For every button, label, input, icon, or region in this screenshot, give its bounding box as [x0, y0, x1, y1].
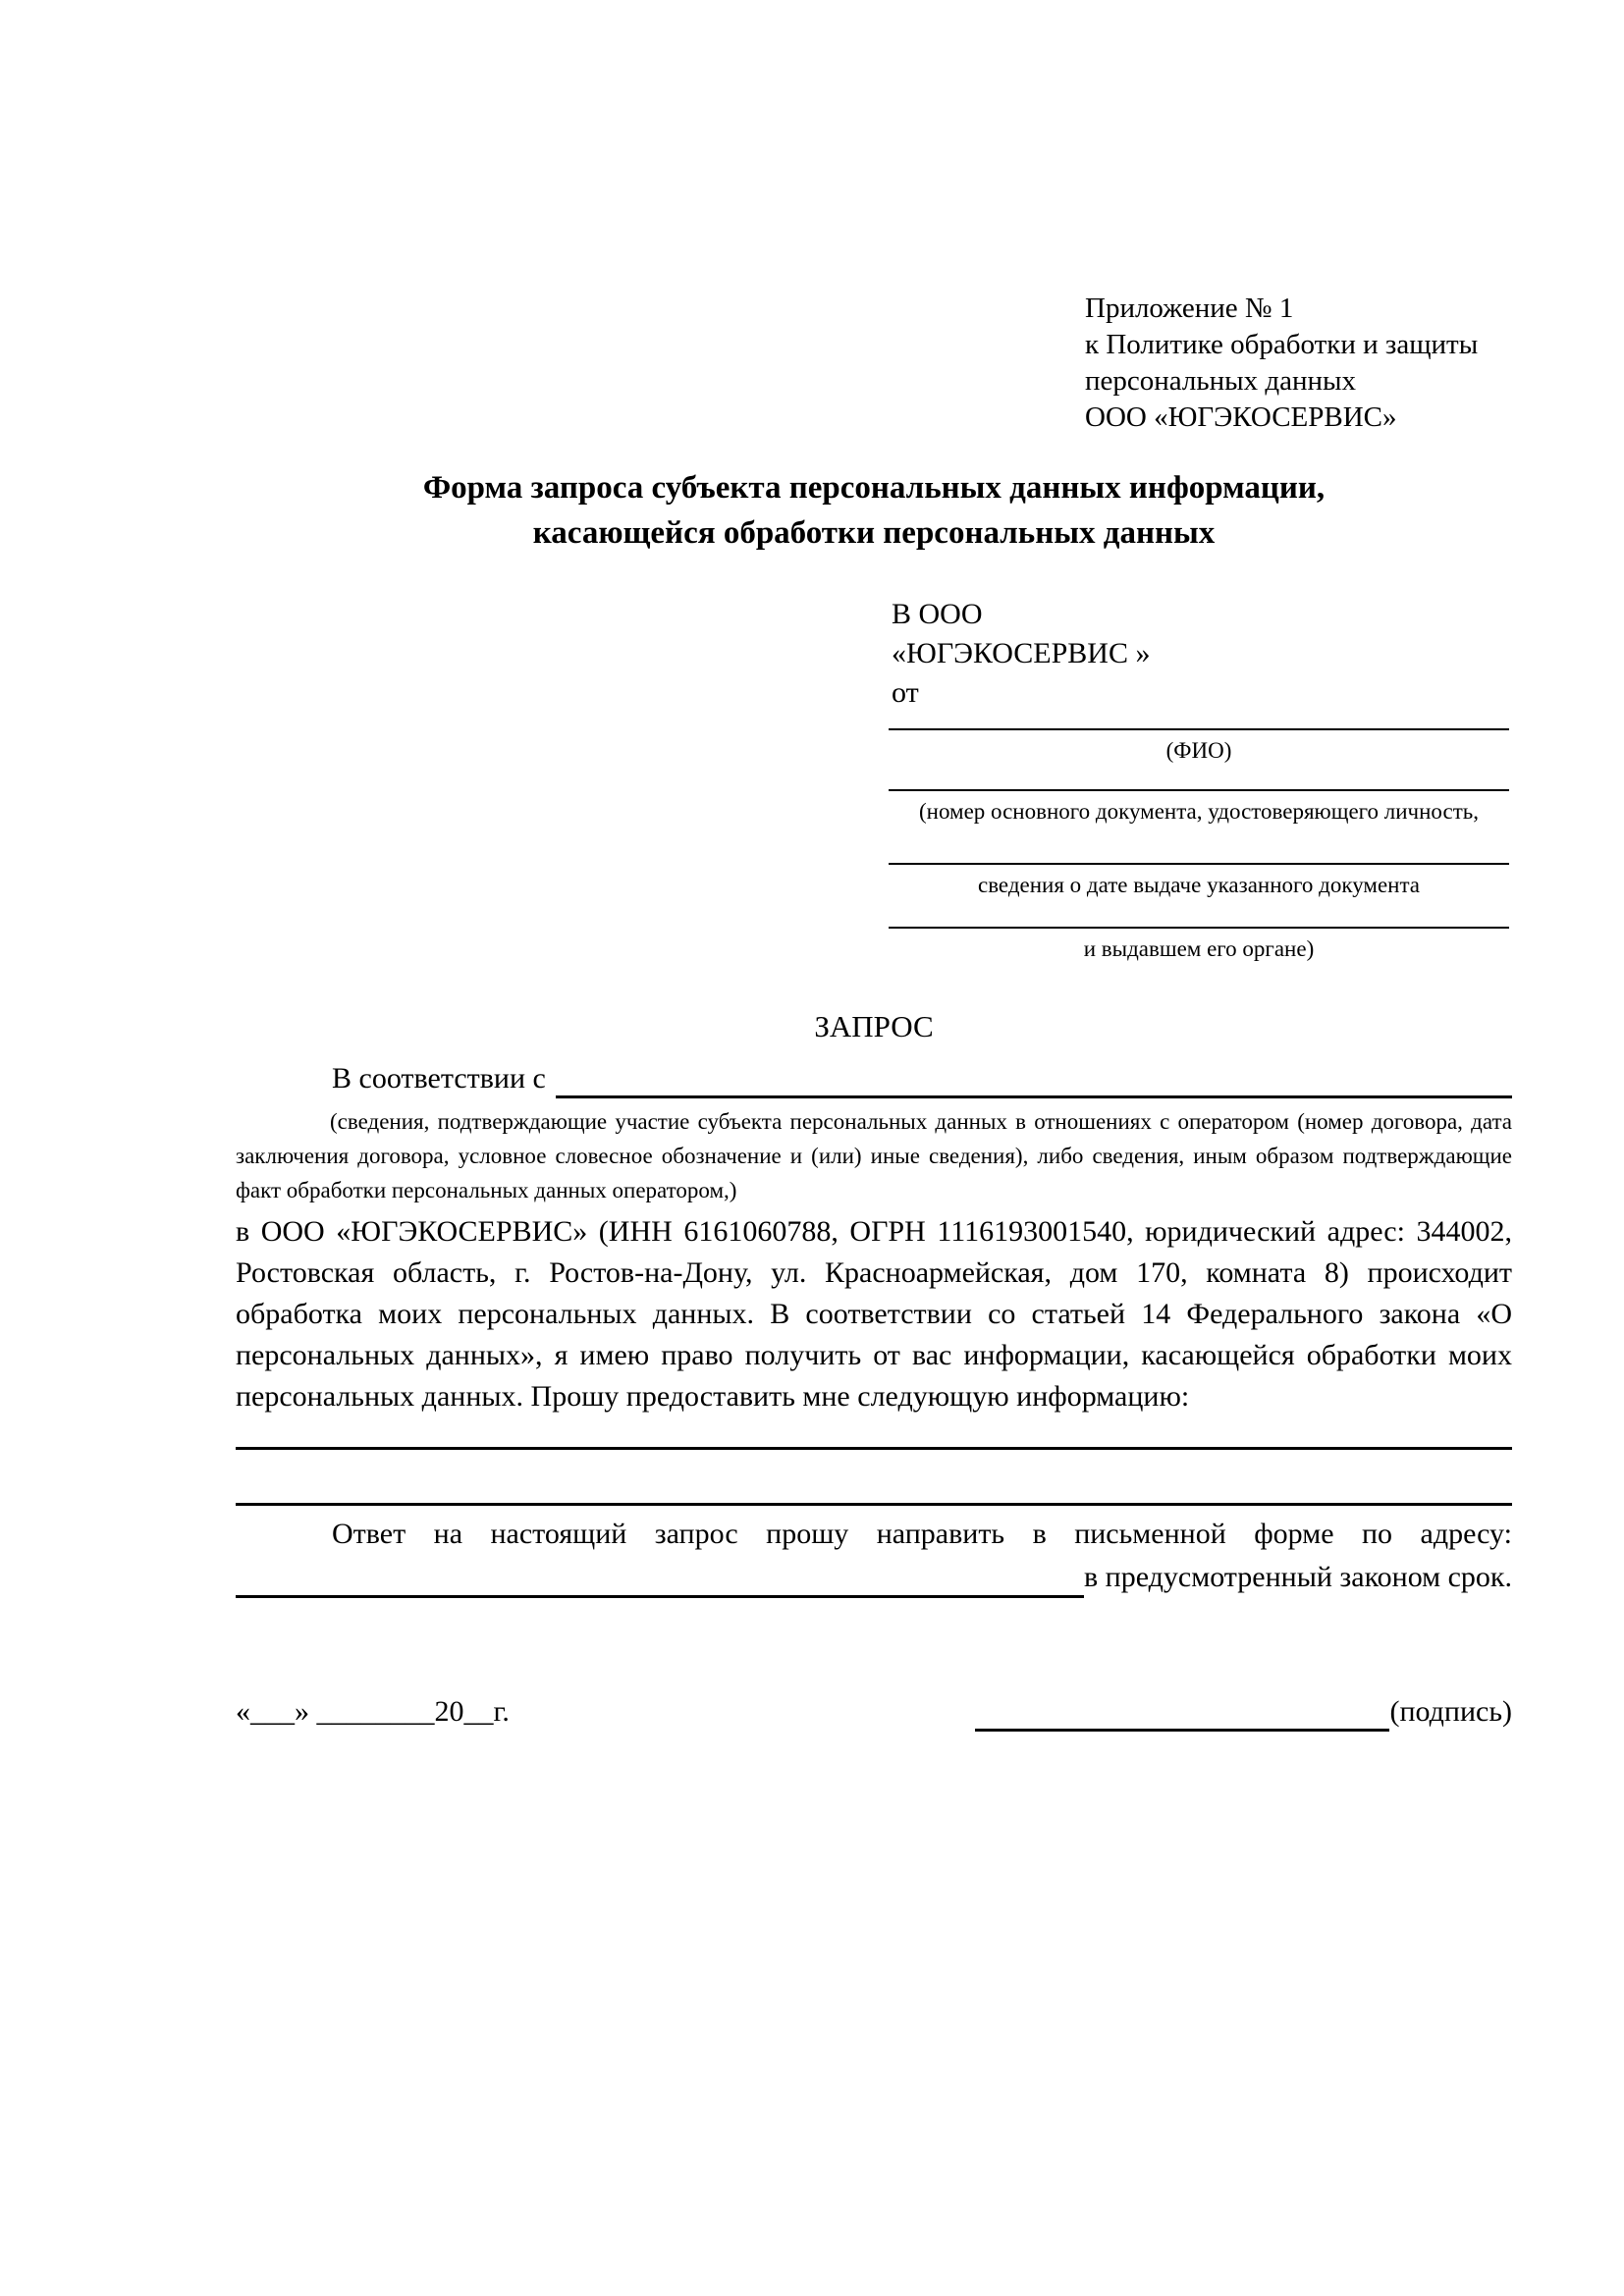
addressee-line-1: В ООО: [892, 598, 983, 630]
request-heading: ЗАПРОС: [814, 1009, 934, 1043]
addressee-from-label: от: [892, 676, 919, 709]
intro-note: (сведения, подтверждающие участие субъекта персональных данных в отношениях с оператором (номер договора, дата заключения договора, условное словесное обозначение и (или) иные сведения), либо сведения, иным образом подтверждающие факт обработки персональных данных оператором,): [236, 1109, 1512, 1202]
request-intro-row: [236, 1059, 1512, 1098]
doc-number-caption: (номер основного документа, удостоверяющего личность,: [918, 799, 1479, 824]
appendix-line-4: ООО «ЮГЭКОСЕРВИС»: [1085, 401, 1397, 433]
signature-fill-line[interactable]: [975, 1695, 1389, 1732]
field-doc-date: [889, 863, 1509, 900]
intro-label: В соответствии с: [332, 1062, 546, 1095]
date-fill-text[interactable]: «___» ________20__г.: [236, 1695, 510, 1728]
date-signature-row: [236, 1692, 1512, 1732]
info-fill-line-2[interactable]: [236, 1503, 1512, 1506]
signature-caption: (подпись): [1389, 1695, 1512, 1728]
field-doc-issuer: [889, 927, 1509, 964]
request-body: в ООО «ЮГЭКОСЕРВИС» (ИНН 6161060788, ОГРН 1116193001540, юридический адрес: 344002, Ростовская область, г. Ростов-на-Дону, ул. Красноармейская, дом 170, комната 8) происходит обработка моих персональных данных. В соответствии со статьей 14 Федерального закона «О персональных данных», я имею право получить от вас информации, касающейся обработки моих персональных данных. Прошу предоставить мне следующую информацию:: [236, 1215, 1512, 1413]
document-content: [236, 0, 1512, 1732]
addressee-block: [892, 595, 1512, 713]
doc-issuer-caption: и выдавшем его органе): [1083, 936, 1315, 961]
intro-fill-line[interactable]: [556, 1060, 1512, 1098]
signature-group: [975, 1692, 1512, 1732]
document-title-line-2: касающейся обработки персональных данных: [532, 515, 1216, 551]
appendix-line-3: персональных данных: [1085, 365, 1357, 397]
addressee-line-2: «ЮГЭКОСЕРВИС »: [892, 637, 1151, 669]
appendix-header: [1085, 291, 1512, 436]
address-fill-line[interactable]: [236, 1560, 1084, 1598]
fio-caption: (ФИО): [1165, 738, 1232, 763]
appendix-line-1: Приложение № 1: [1085, 293, 1294, 324]
info-fill-line-1[interactable]: [236, 1447, 1512, 1450]
reply-tail: в предусмотренный законом срок.: [1084, 1561, 1512, 1593]
reply-address-row: [236, 1557, 1512, 1598]
identity-fields: [889, 728, 1509, 964]
document-title: [236, 465, 1512, 556]
reply-sentence: Ответ на настоящий запрос прошу направить в письменной форме по адресу:: [332, 1518, 1512, 1550]
doc-date-caption: сведения о дате выдаче указанного документа: [977, 873, 1421, 897]
document-title-line-1: Форма запроса субъекта персональных данных информации,: [422, 470, 1326, 506]
field-fio: [889, 728, 1509, 766]
field-doc-number: [889, 789, 1509, 827]
appendix-line-2: к Политике обработки и защиты: [1085, 329, 1479, 360]
